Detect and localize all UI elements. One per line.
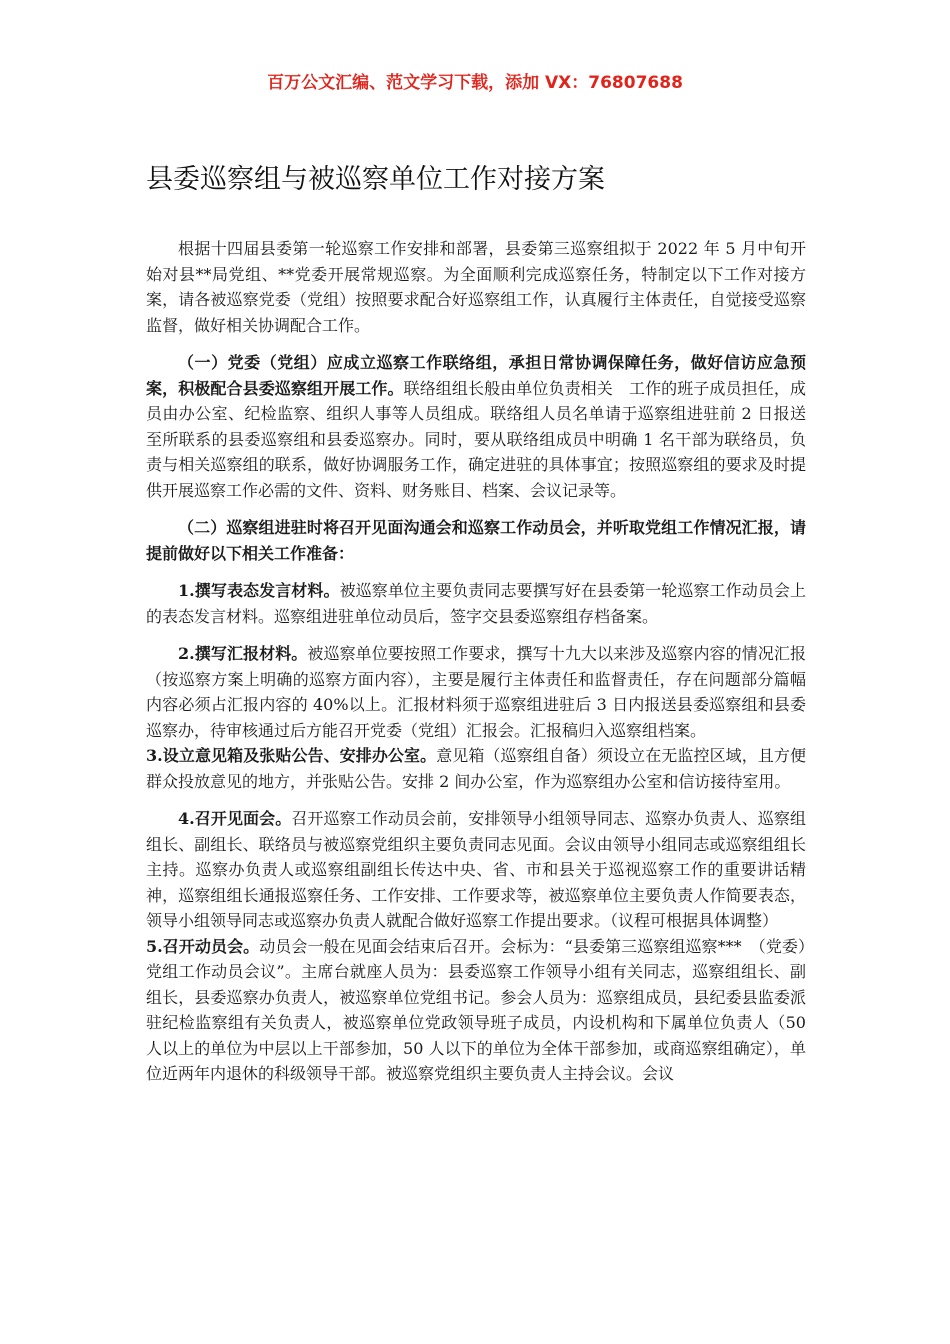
- paragraph-item-4: [146, 806, 806, 934]
- paragraph-text: 被巡察单位要按照工作要求，撰写十九大以来涉及巡察内容的情况汇报（按巡察方案上明确的巡察方面内容），主要是履行主体责任和监督责任，存在问题部分篇幅内容必须占汇报内容的 40%以上。汇报材料须于巡察组进驻后 3 日内报送县委巡察组和县委巡察办，待审核通过后方能召开党委（党组）汇报会。汇报稿归入巡察组档案。: [146, 644, 806, 740]
- paragraph-item-2: [146, 641, 806, 743]
- paragraph-text: 动员会一般在见面会结束后召开。会标为：“县委第三巡察组巡察*** （党委）党组工作动员会议”。主席台就座人员为：县委巡察工作领导小组有关同志，巡察组组长、副组长，县委巡察办负责人，被巡察单位党组书记。参会人员为：巡察组成员，县纪委县监委派驻纪检监察组有关负责人，被巡察单位党政领导班子成员，内设机构和下属单位负责人（50 人以上的单位为中层以上干部参加，50 人以下的单位为全体干部参加，或商巡察组确定），单位近两年内退休的科级领导干部。被巡察党组织主要负责人主持会议。会议: [146, 936, 806, 1083]
- paragraph-lead: 1.撰写表态发言材料。: [178, 581, 340, 600]
- paragraph-lead: 5.召开动员会。: [146, 936, 260, 956]
- paragraph-section-2: [146, 515, 806, 566]
- paragraph-text: 联络组组长般由单位负责相关 工作的班子成员担任，成员由办公室、纪检监察、组织人事等人员组成。联络组人员名单请于巡察组进驻前 2 日报送至所联系的县委巡察组和县委巡察办。同时，要从联络组成员中明确 1 名干部为联络员，负责与相关巡察组的联系，做好协调服务工作，确定进驻的具体事宜；按照巡察组的要求及时提供开展巡察工作必需的文件、资料、财务账目、档案、会议记录等。: [146, 378, 806, 500]
- paragraph-text: 召开巡察工作动员会前，安排领导小组领导同志、巡察办负责人、巡察组组长、副组长、联络员与被巡察党组织主要负责同志见面。会议由领导小组同志或巡察组组长主持。巡察办负责人或巡察组副组长传达中央、省、市和县关于巡视巡察工作的重要讲话精神，巡察组组长通报巡察任务、工作安排、工作要求等，被巡察单位主要负责人作简要表态，领导小组领导同志或巡察办负责人就配合做好巡察工作提出要求。（议程可根据具体调整）: [146, 809, 806, 930]
- document-body: [146, 236, 806, 1087]
- paragraph-text: 意见箱（巡察组自备）须设立在无监控区域，且方便群众投放意见的地方，并张贴公告。安排 2 间办公室，作为巡察组办公室和信访接待室用。: [146, 746, 806, 791]
- download-banner: 百万公文汇编、范文学习下载，添加 VX：76807688: [267, 73, 683, 93]
- paragraph-lead: （一）党委（党组）应成立巡察工作联络组，承担日常协调保障任务，做好信访应急预案，积极配合县委巡察组开展工作。: [146, 353, 806, 398]
- paragraph-lead: 4.召开见面会。: [178, 809, 292, 828]
- paragraph-lead: 3.设立意见箱及张贴公告、安排办公室。: [146, 746, 437, 765]
- paragraph-lead: （二）巡察组进驻时将召开见面沟通会和巡察工作动员会，并听取党组工作情况汇报，请提前做好以下相关工作准备：: [146, 518, 806, 563]
- document-title: 县委巡察组与被巡察单位工作对接方案: [146, 164, 605, 195]
- paragraph-text: 根据十四届县委第一轮巡察工作安排和部署，县委第三巡察组拟于 2022 年 5 月中旬开始对县**局党组、**党委开展常规巡察。为全面顺利完成巡察任务，特制定以下工作对接方案，请各被巡察党委（党组）按照要求配合好巡察组工作，认真履行主体责任，自觉接受巡察监督，做好相关协调配合工作。: [146, 239, 806, 335]
- paragraph-item-1: [146, 578, 806, 629]
- paragraph-item-5: [146, 934, 806, 1087]
- paragraph-section-1: [146, 350, 806, 503]
- paragraph-item-3: [146, 743, 806, 794]
- paragraph-text: 被巡察单位主要负责同志要撰写好在县委第一轮巡察工作动员会上的表态发言材料。巡察组进驻单位动员后，签字交县委巡察组存档备案。: [146, 581, 806, 626]
- paragraph-intro: [146, 236, 806, 338]
- paragraph-lead: 2.撰写汇报材料。: [178, 644, 308, 663]
